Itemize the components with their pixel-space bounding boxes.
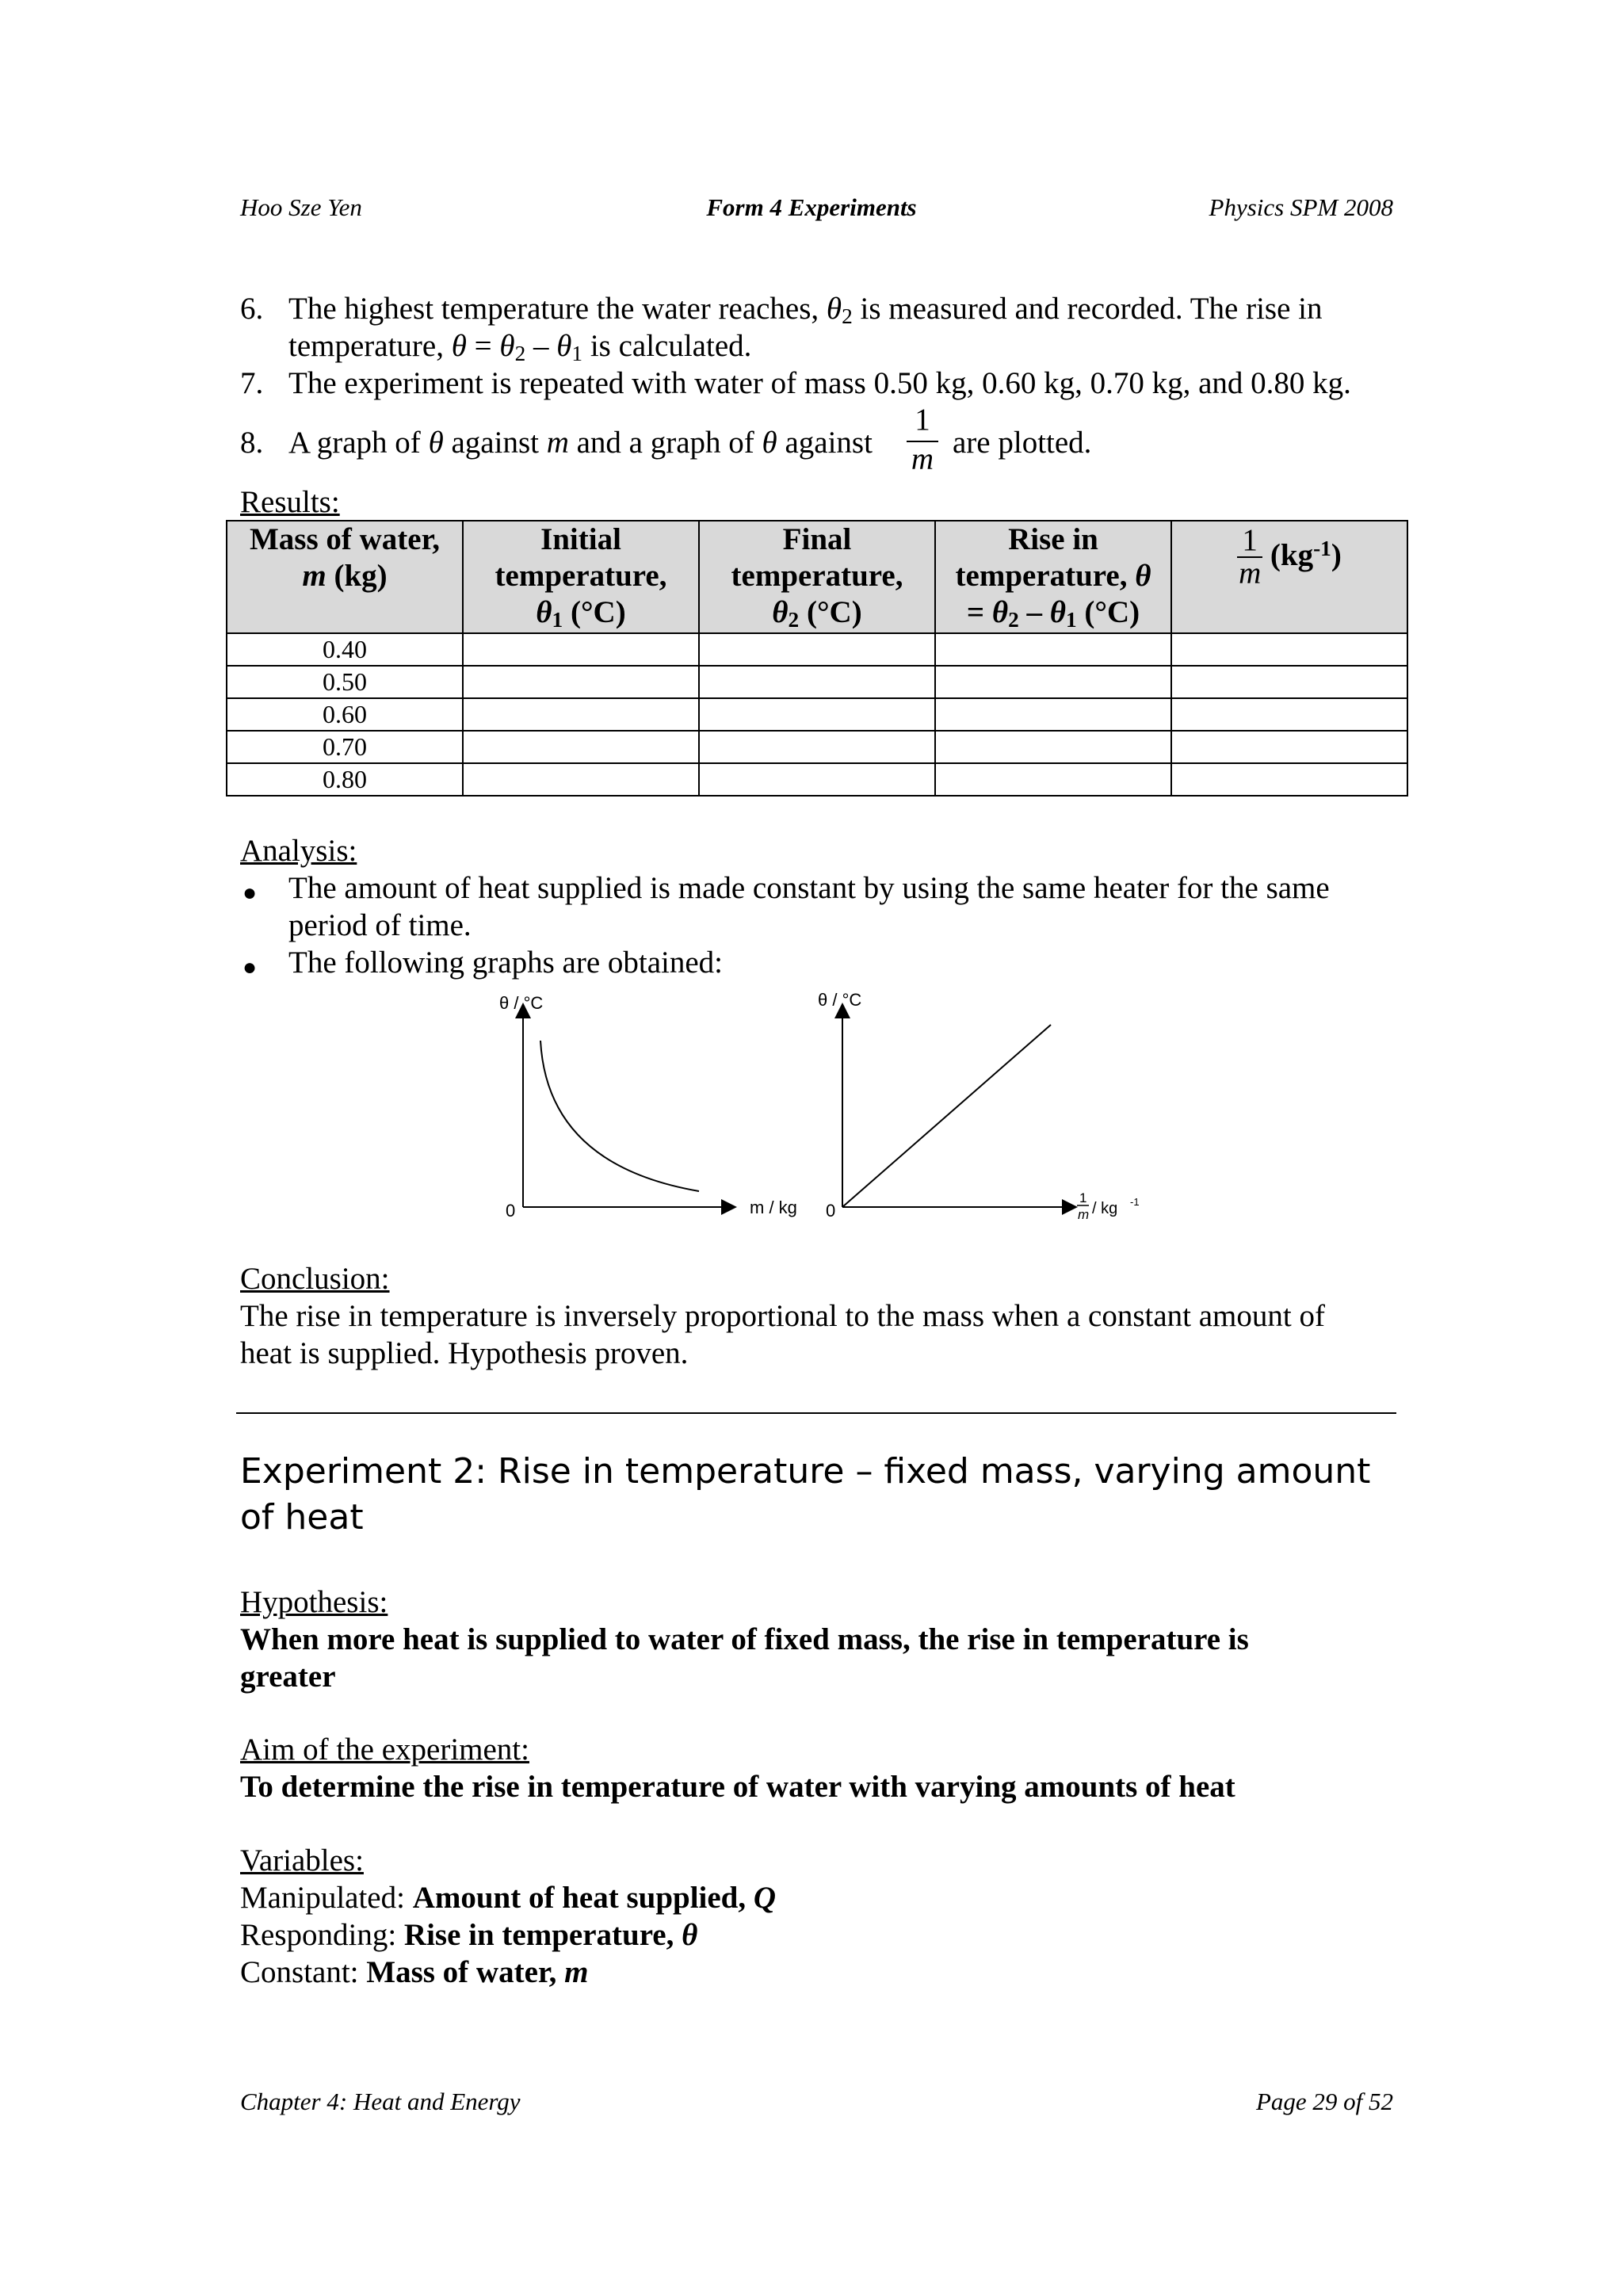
step-6-line-1: The highest temperature the water reaches, $\theta_2$ is measured and recorded. The rise in [288, 292, 1323, 328]
analysis-bullet-2: The following graphs are obtained: [288, 946, 723, 980]
left-y-label: θ / °C [499, 993, 544, 1013]
mass-cell: 0.60 [227, 698, 463, 731]
header-author: Hoo Sze Yen [240, 193, 362, 221]
table-row [227, 633, 1407, 666]
col-inverse-mass: $\frac{1}{m}$ $(kg^{-1})$ [1171, 521, 1407, 633]
graph-theta-vs-m [499, 993, 797, 1221]
hypothesis-line-2: greater [240, 1660, 336, 1694]
conclusion-heading: Conclusion: [240, 1262, 390, 1296]
right-origin: 0 [826, 1201, 836, 1221]
right-x-frac-den: m [1078, 1207, 1090, 1222]
results-heading: Results: [240, 485, 340, 519]
col-final-temp: Final temperature, $\theta_2$ (°C) [699, 521, 935, 633]
step-6-line-2: temperature, $\theta = \theta_2 - \theta_1$ is calculated. [288, 329, 752, 365]
left-x-label: m / kg [750, 1198, 797, 1217]
results-table [226, 520, 1408, 797]
bullet-icon: ● [242, 954, 258, 980]
mass-cell: 0.70 [227, 731, 463, 763]
variable-responding: Responding: Rise in temperature, θ [240, 1918, 698, 1952]
step-7-text: The experiment is repeated with water of mass 0.50 kg, 0.60 kg, 0.70 kg, and 0.80 kg. [288, 366, 1351, 400]
bullet-icon: ● [242, 880, 258, 906]
mass-cell: 0.40 [227, 633, 463, 666]
step-8-fraction: 1 m [900, 403, 945, 477]
section-divider [236, 1412, 1396, 1414]
results-header-row [227, 521, 1407, 633]
col-mass: Mass of water, m (kg) [227, 521, 463, 633]
right-x-label-unit: / kg [1092, 1200, 1118, 1217]
experiment-2-title: Experiment 2: Rise in temperature – fixed mass, varying amount of heat [240, 1451, 1371, 1538]
step-8-text-end: are plotted. [953, 426, 1092, 460]
analysis-bullet-1-line-2: period of time. [288, 908, 472, 942]
table-row [227, 731, 1407, 763]
graph-theta-vs-inverse-m [818, 990, 1140, 1222]
footer-page-number: Page 29 of 52 [1255, 2088, 1393, 2115]
analysis-heading: Analysis: [240, 834, 357, 868]
conclusion-line-1: The rise in temperature is inversely proportional to the mass when a constant amount of [240, 1299, 1325, 1333]
step-6-number: 6. [240, 292, 264, 326]
step-7-number: 7. [240, 366, 264, 400]
table-row [227, 666, 1407, 698]
left-origin: 0 [506, 1201, 516, 1221]
right-x-label-exp: -1 [1130, 1196, 1140, 1208]
mass-cell: 0.80 [227, 763, 463, 796]
footer-chapter: Chapter 4: Heat and Energy [240, 2088, 521, 2115]
conclusion-line-2: heat is supplied. Hypothesis proven. [240, 1336, 689, 1370]
col-initial-temp: Initial temperature, $\theta_1$ (°C) [463, 521, 699, 633]
table-row [227, 698, 1407, 731]
hypothesis-heading: Hypothesis: [240, 1585, 388, 1619]
analysis-graphs [491, 987, 1149, 1232]
variables-heading: Variables: [240, 1843, 364, 1878]
variable-constant: Constant: Mass of water, m [240, 1955, 589, 1989]
analysis-bullet-1-line-1: The amount of heat supplied is made constant by using the same heater for the same [288, 871, 1330, 905]
mass-cell: 0.50 [227, 666, 463, 698]
linear-line [842, 1025, 1051, 1207]
step-8-text: A graph of θ against m and a graph of θ against [288, 426, 873, 460]
step-8-number: 8. [240, 426, 264, 460]
aim-text: To determine the rise in temperature of water with varying amounts of heat [240, 1770, 1235, 1804]
variable-manipulated: Manipulated: Amount of heat supplied, Q [240, 1881, 777, 1915]
inverse-curve [540, 1041, 699, 1191]
col-rise-temp: Rise in temperature, θ = $\theta_2 - \theta_1$ (°C) [935, 521, 1171, 633]
hypothesis-line-1: When more heat is supplied to water of fixed mass, the rise in temperature is [240, 1622, 1249, 1656]
right-x-frac-num: 1 [1079, 1190, 1087, 1205]
header-title: Form 4 Experiments [706, 193, 917, 221]
aim-heading: Aim of the experiment: [240, 1733, 529, 1767]
right-y-label: θ / °C [818, 990, 862, 1010]
table-row [227, 763, 1407, 796]
header-subject: Physics SPM 2008 [1209, 193, 1393, 221]
